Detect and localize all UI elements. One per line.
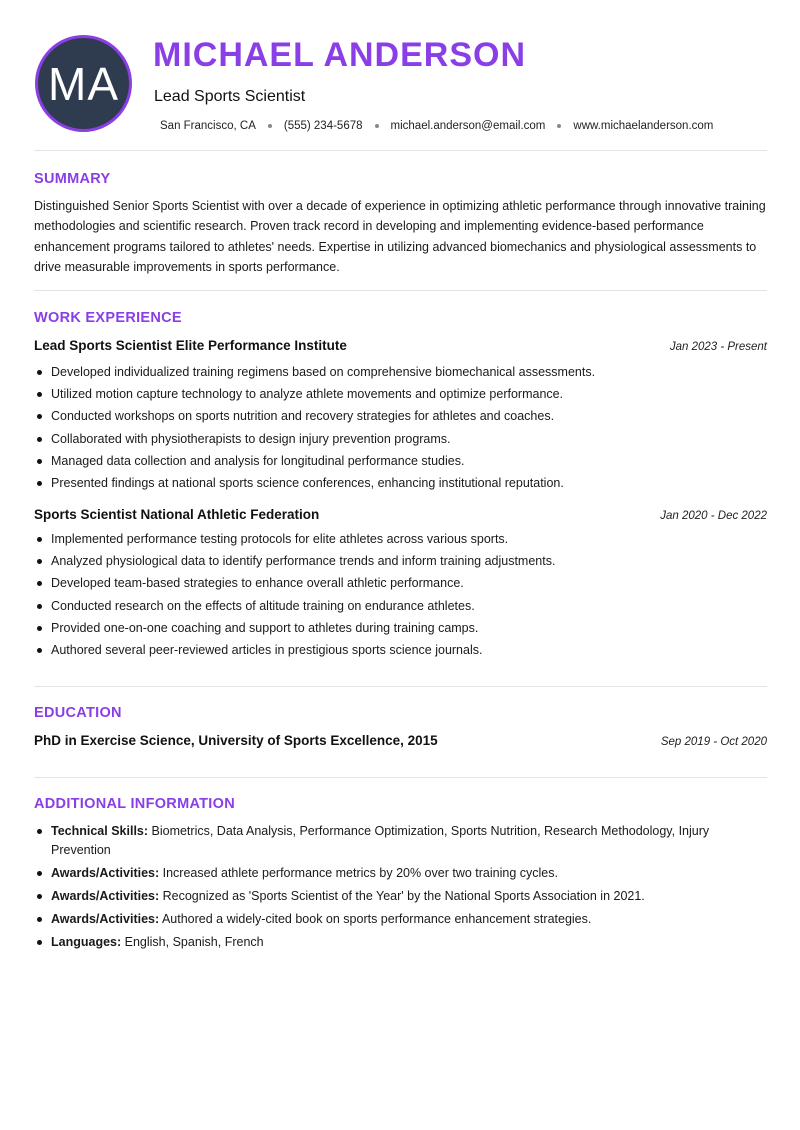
divider: [34, 777, 767, 778]
list-item: [34, 887, 767, 906]
experience-heading: WORK EXPERIENCE: [34, 310, 182, 326]
item-text: Authored a widely-cited book on sports performance enhancement strategies.: [159, 912, 592, 926]
job-role: Sports Scientist National Athletic Federation: [34, 507, 320, 522]
separator-dot: [375, 124, 379, 128]
list-item: Utilized motion capture technology to analyze athlete movements and optimize performance.: [34, 383, 767, 405]
list-item: Conducted workshops on sports nutrition and recovery strategies for athletes and coaches.: [34, 405, 767, 427]
candidate-name: MICHAEL ANDERSON: [153, 36, 527, 74]
contact-website[interactable]: www.michaelanderson.com: [573, 120, 714, 132]
item-label: Awards/Activities:: [51, 889, 160, 903]
separator-dot: [268, 124, 272, 128]
list-item: Provided one-on-one coaching and support to athletes during training camps.: [34, 617, 767, 639]
item-text: Increased athlete performance metrics by 20% over two training cycles.: [159, 866, 558, 880]
job-bullets: [34, 361, 767, 494]
list-item: Implemented performance testing protocols for elite athletes across various sports.: [34, 528, 767, 550]
item-label: Languages:: [51, 935, 122, 949]
job-date: Jan 2020 - Dec 2022: [660, 510, 767, 522]
contact-email[interactable]: michael.anderson@email.com: [390, 120, 546, 132]
item-label: Awards/Activities:: [51, 866, 160, 880]
divider: [34, 150, 767, 151]
job-role: Lead Sports Scientist Elite Performance Institute: [34, 338, 347, 353]
list-item: [34, 910, 767, 929]
job-title: Lead Sports Scientist: [154, 88, 306, 105]
list-item: Presented findings at national sports science conferences, enhancing institutional reputation.: [34, 472, 767, 494]
contact-phone: (555) 234-5678: [283, 120, 363, 132]
summary-heading: SUMMARY: [34, 171, 111, 187]
education-date: Sep 2019 - Oct 2020: [660, 736, 767, 748]
divider: [34, 686, 767, 687]
item-label: Awards/Activities:: [51, 912, 160, 926]
education-heading: EDUCATION: [34, 705, 122, 721]
list-item: Analyzed physiological data to identify performance trends and inform training adjustments.: [34, 550, 767, 572]
additional-heading: ADDITIONAL INFORMATION: [34, 796, 235, 812]
item-text: Biometrics, Data Analysis, Performance Optimization, Sports Nutrition, Research Methodology, Injury Prevention: [51, 824, 710, 857]
summary-text: Distinguished Senior Sports Scientist with over a decade of experience in optimizing athletic performance through innovative training methodologies and scientific research. Proven track record in developing and implementing evidence-based performance enhancement programs tailored to athletes' needs. Expertise in utilizing advanced biomechanics and physiological assessments to drive measurable improvements in sports performance.: [34, 199, 766, 274]
list-item: Collaborated with physiotherapists to design injury prevention programs.: [34, 428, 767, 450]
list-item: Developed individualized training regimens based on comprehensive biomechanical assessments.: [34, 361, 767, 383]
separator-dot: [557, 124, 561, 128]
list-item: Conducted research on the effects of altitude training on endurance athletes.: [34, 595, 767, 617]
job-bullets: [34, 528, 767, 661]
avatar: [35, 35, 132, 132]
additional-list: [34, 822, 767, 956]
divider: [34, 290, 767, 291]
degree: PhD in Exercise Science, University of Sports Excellence, 2015: [34, 733, 438, 748]
list-item: [34, 933, 767, 952]
list-item: [34, 864, 767, 883]
list-item: Developed team-based strategies to enhance overall athletic performance.: [34, 572, 767, 594]
contact-location: San Francisco, CA: [160, 120, 256, 132]
list-item: [34, 822, 767, 860]
job-header: [34, 507, 767, 522]
list-item: Managed data collection and analysis for longitudinal performance studies.: [34, 450, 767, 472]
item-label: Technical Skills:: [51, 824, 149, 838]
item-text: Recognized as 'Sports Scientist of the Year' by the National Sports Association in 2021.: [159, 889, 645, 903]
education-entry: [34, 733, 767, 748]
contact-bar: [160, 120, 713, 132]
list-item: Authored several peer-reviewed articles in prestigious sports science journals.: [34, 639, 767, 661]
job-date: Jan 2023 - Present: [669, 341, 767, 353]
item-text: English, Spanish, French: [121, 935, 264, 949]
job-header: [34, 338, 767, 353]
avatar-initials: MA: [48, 57, 119, 110]
